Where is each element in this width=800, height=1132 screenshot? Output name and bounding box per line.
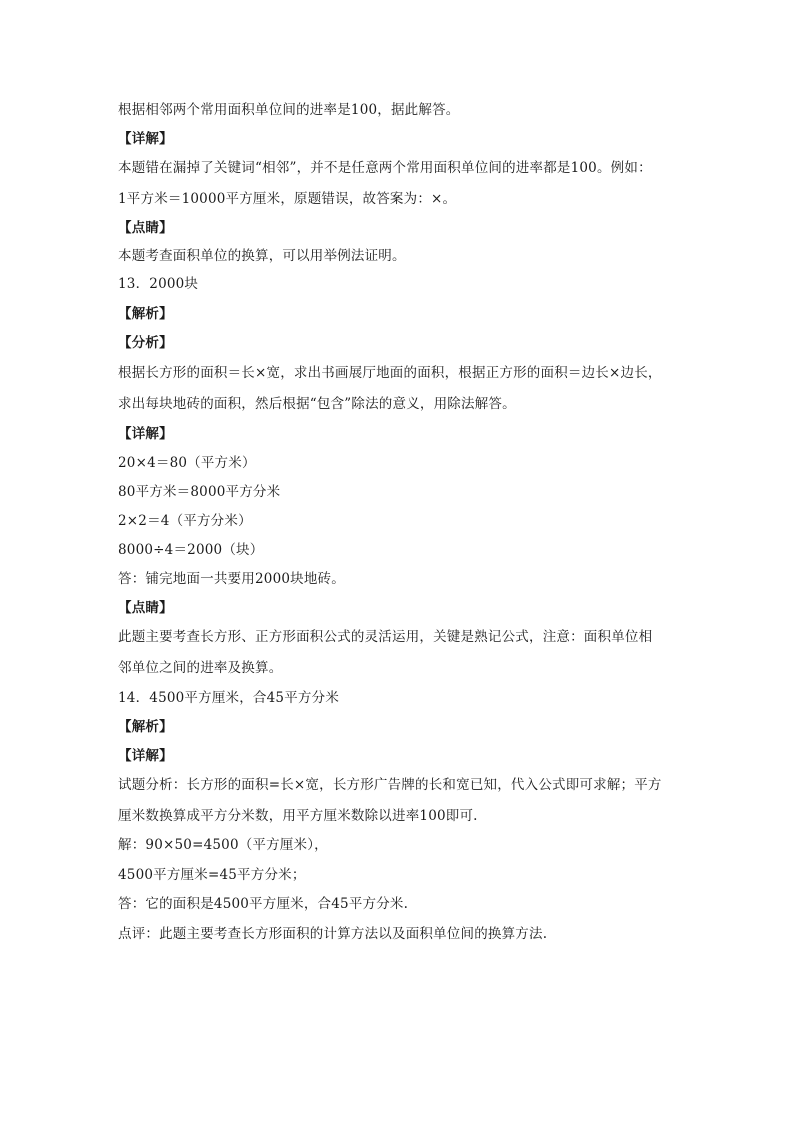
text-line: 求出每块地砖的面积，然后根据“包含”除法的意义，用除法解答。 xyxy=(118,396,516,412)
section-heading: 【解析】 xyxy=(118,719,173,735)
calc-line: 4500平方厘米=45平方分米； xyxy=(118,867,306,883)
calc-line: 20×4＝80（平方米） xyxy=(118,455,256,471)
section-heading: 【详解】 xyxy=(118,131,173,147)
text-line: 此题主要考查长方形、正方形面积公式的灵活运用，关键是熟记公式，注意：面积单位相 xyxy=(118,629,653,645)
text-line: 厘米数换算成平方分米数，用平方厘米数除以进率100即可. xyxy=(118,808,478,824)
section-heading: 【解析】 xyxy=(118,306,173,322)
calc-line: 2×2＝4（平方分米） xyxy=(118,513,252,529)
text-line: 1平方米＝10000平方厘米，原题错误，故答案为：×。 xyxy=(118,191,457,207)
text-line: 本题错在漏掉了关键词“相邻”，并不是任意两个常用面积单位间的进率都是100。例如： xyxy=(118,160,652,176)
answer-line: 答：它的面积是4500平方厘米，合45平方分米. xyxy=(118,896,409,912)
calc-line: 8000÷4＝2000（块） xyxy=(118,542,264,558)
calc-line: 80平方米＝8000平方分米 xyxy=(118,484,281,500)
text-line: 试题分析：长方形的面积=长×宽，长方形广告牌的长和宽已知，代入公式即可求解；平方 xyxy=(118,777,662,793)
text-line: 邻单位之间的进率及换算。 xyxy=(118,660,283,676)
comment-line: 点评：此题主要考查长方形面积的计算方法以及面积单位间的换算方法. xyxy=(118,926,548,942)
text-line: 根据长方形的面积＝长×宽，求出书画展厅地面的面积，根据正方形的面积＝边长×边长， xyxy=(118,365,662,381)
section-heading: 【分析】 xyxy=(118,335,173,351)
question-number: 14．4500平方厘米，合45平方分米 xyxy=(118,690,340,706)
section-heading: 【点睛】 xyxy=(118,220,173,236)
section-heading: 【详解】 xyxy=(118,426,173,442)
answer-line: 答：铺完地面一共要用2000块地砖。 xyxy=(118,571,345,587)
section-heading: 【详解】 xyxy=(118,748,173,764)
text-line: 根据相邻两个常用面积单位间的进率是100，据此解答。 xyxy=(118,102,460,118)
calc-line: 解：90×50=4500（平方厘米）， xyxy=(118,837,328,853)
question-number: 13．2000块 xyxy=(118,276,199,292)
section-heading: 【点睛】 xyxy=(118,600,173,616)
text-line: 本题考查面积单位的换算，可以用举例法证明。 xyxy=(118,248,406,264)
